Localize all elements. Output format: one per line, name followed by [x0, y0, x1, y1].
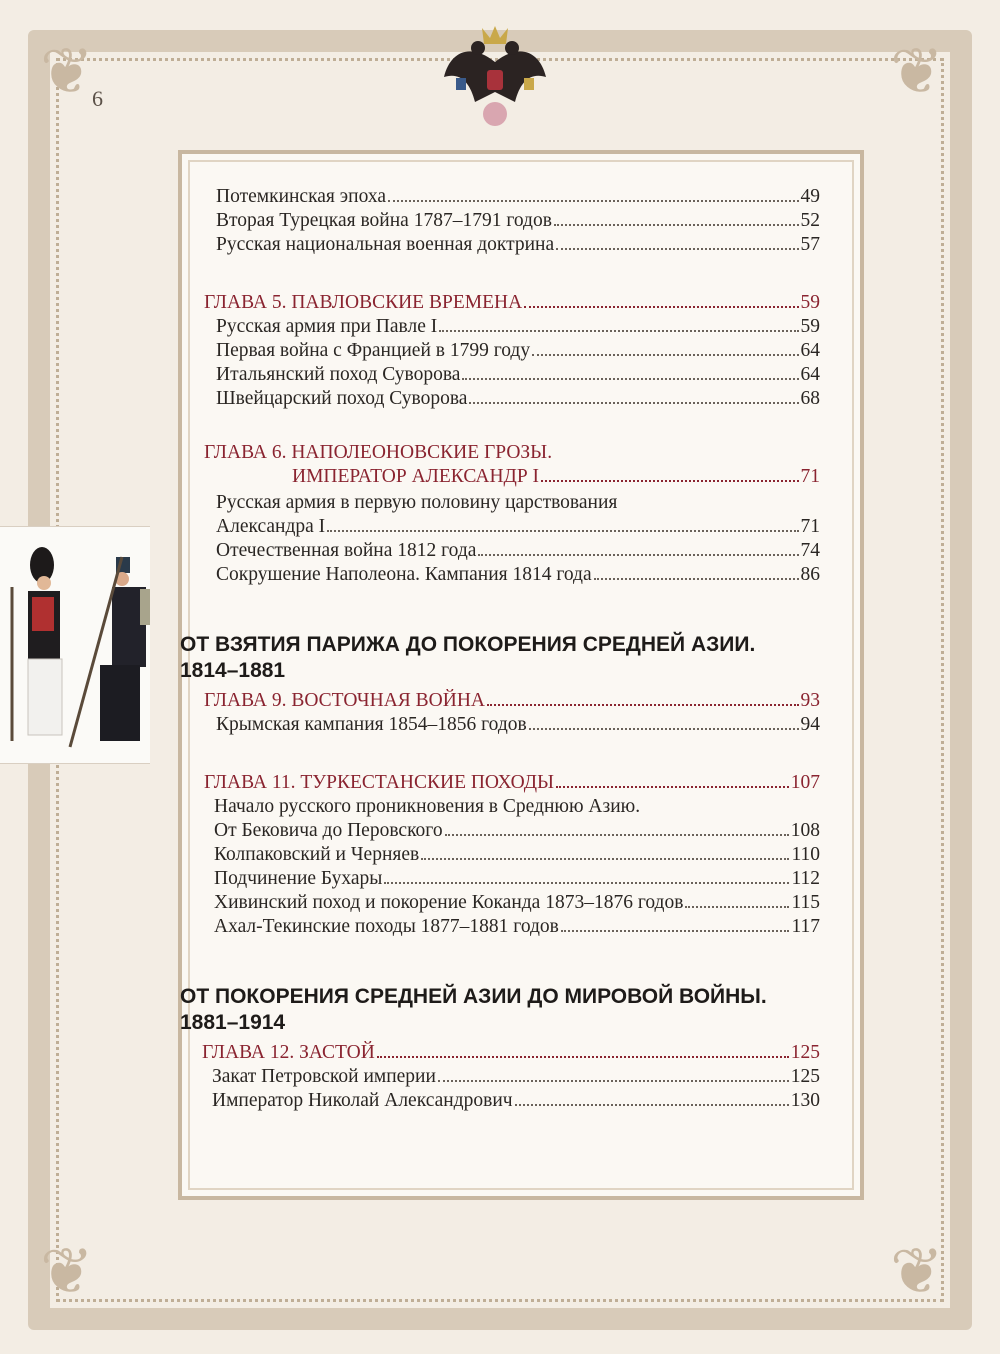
- toc-entry-line1[interactable]: Начало русского проникновения в Среднюю Азию.: [214, 796, 641, 817]
- toc-entry[interactable]: От Бековича до Перовского 108: [214, 820, 820, 841]
- toc-entry[interactable]: Император Николай Александрович 130: [212, 1090, 820, 1111]
- toc-entry[interactable]: Хивинский поход и покорение Коканда 1873–1876 годов 115: [214, 892, 820, 913]
- toc-entry[interactable]: Первая война с Францией в 1799 году 64: [216, 340, 820, 361]
- toc-chapter-heading[interactable]: ГЛАВА 11. ТУРКЕСТАНСКИЕ ПОХОДЫ 107: [204, 772, 820, 793]
- corner-ornament-icon: ❦: [890, 36, 944, 107]
- toc-entry[interactable]: Вторая Турецкая война 1787–1791 годов 52: [216, 210, 820, 231]
- toc-chapter-heading[interactable]: ГЛАВА 5. ПАВЛОВСКИЕ ВРЕМЕНА 59: [204, 292, 820, 313]
- toc-entry[interactable]: Закат Петровской империи 125: [212, 1066, 820, 1087]
- toc-entry[interactable]: Александра I 71: [216, 516, 820, 537]
- double-headed-eagle-emblem: [440, 22, 550, 130]
- corner-ornament-icon: ❦: [40, 1236, 94, 1307]
- toc-chapter-heading[interactable]: ГЛАВА 12. ЗАСТОЙ 125: [202, 1042, 820, 1063]
- corner-ornament-icon: ❦: [40, 36, 94, 107]
- toc-chapter-heading[interactable]: ГЛАВА 9. ВОСТОЧНАЯ ВОЙНА 93: [204, 690, 820, 711]
- toc-entry-line1[interactable]: Русская армия в первую половину царствования: [216, 492, 618, 513]
- page-number: 6: [92, 86, 103, 111]
- toc-chapter-heading[interactable]: ИМПЕРАТОР АЛЕКСАНДР I 71: [292, 466, 820, 487]
- toc-chapter-heading-line1[interactable]: ГЛАВА 6. НАПОЛЕОНОВСКИЕ ГРОЗЫ.: [204, 442, 553, 463]
- toc-entry[interactable]: Русская национальная военная доктрина 57: [216, 234, 820, 255]
- toc-entry[interactable]: Колпаковский и Черняев 110: [214, 844, 820, 865]
- soldiers-illustration: [0, 526, 150, 764]
- part-heading: ОТ ВЗЯТИЯ ПАРИЖА ДО ПОКОРЕНИЯ СРЕДНЕЙ АЗИИ. 1814–1881: [180, 633, 756, 682]
- toc-entry[interactable]: Швейцарский поход Суворова 68: [216, 388, 820, 409]
- part-heading: ОТ ПОКОРЕНИЯ СРЕДНЕЙ АЗИИ ДО МИРОВОЙ ВОЙНЫ. 1881–1914: [180, 985, 767, 1034]
- toc-entry[interactable]: Сокрушение Наполеона. Кампания 1814 года 86: [216, 564, 820, 585]
- toc-entry[interactable]: Ахал-Текинские походы 1877–1881 годов 117: [214, 916, 820, 937]
- corner-ornament-icon: ❦: [890, 1236, 944, 1307]
- toc-entry[interactable]: Отечественная война 1812 года 74: [216, 540, 820, 561]
- toc-entry[interactable]: Крымская кампания 1854–1856 годов 94: [216, 714, 820, 735]
- toc-entry[interactable]: Подчинение Бухары 112: [214, 868, 820, 889]
- toc-entry[interactable]: Русская армия при Павле I 59: [216, 316, 820, 337]
- toc-entry[interactable]: Итальянский поход Суворова 64: [216, 364, 820, 385]
- toc-entry[interactable]: Потемкинская эпоха 49: [216, 186, 820, 207]
